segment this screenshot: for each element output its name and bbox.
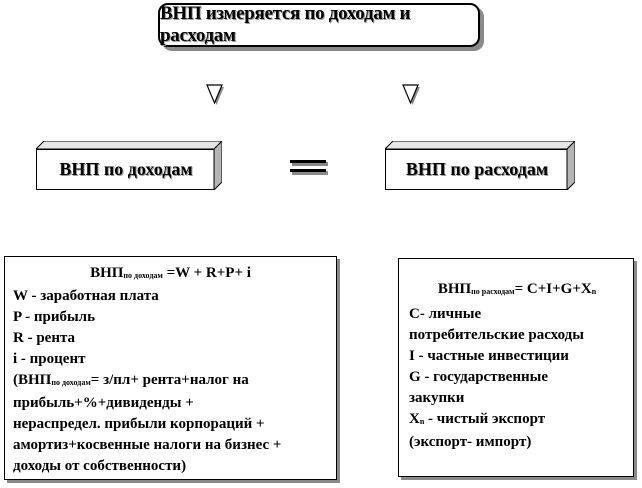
expense-formula-box [398, 258, 634, 477]
income-tail-line-2: нераспредел. прибыли корпораций + [13, 416, 265, 432]
income-tail-line-4: доходы от собственности) [13, 458, 187, 474]
expense-line-xn [409, 409, 625, 432]
expense-line-c1: C- личные [409, 306, 482, 322]
income-formula-sub: по доходам [123, 271, 163, 280]
expense-block [385, 141, 575, 190]
title-text: ВНП измеряется по доходам и расходам [160, 3, 411, 46]
income-block [36, 141, 222, 190]
income-paren-line [13, 370, 328, 393]
income-line-r: R - рента [13, 330, 76, 346]
expense-line-i: I - частные инвестиции [409, 348, 569, 364]
income-formula-rest: =W + R+P+ i [162, 265, 251, 281]
income-paren-open: (ВНП [13, 372, 52, 388]
income-tail-line-1: прибыль+%+дивиденды + [13, 395, 194, 411]
income-formula-main: ВНП [90, 265, 124, 281]
expense-xn-main: X [409, 411, 420, 427]
income-formula-box [4, 256, 337, 480]
expense-xn-sub: n [419, 417, 425, 426]
down-arrow-left-icon [205, 84, 225, 106]
income-formula [13, 263, 328, 286]
income-paren-rest: = з/пл+ рента+налог на [90, 372, 249, 388]
expense-xn-rest: - чистый экспорт [424, 411, 546, 427]
expense-line-g2: закупки [409, 390, 465, 406]
income-tail-line-3: амортиз+косвенные налоги на бизнес + [13, 437, 282, 453]
expense-line-c2: потребительские расходы [409, 327, 584, 343]
expense-line-last: (экспорт- импорт) [409, 434, 532, 450]
income-line-p: P - прибыль [13, 309, 96, 325]
down-arrow-right-icon [401, 84, 421, 106]
equals-sign-icon [290, 160, 330, 178]
income-paren-sub: по доходам [51, 378, 91, 387]
income-line-i: i - процент [13, 351, 86, 367]
expense-formula-sub: по расходам [471, 287, 515, 296]
expense-formula-main: ВНП [437, 281, 472, 297]
expense-block-label: ВНП по расходам [405, 159, 549, 179]
expense-formula-rest: = C+I+G+X [514, 281, 592, 297]
expense-formula-xsub: n [591, 287, 597, 296]
income-block-label: ВНП по доходам [59, 159, 193, 179]
title-box [158, 3, 480, 47]
income-line-w: W - заработная плата [13, 288, 159, 304]
expense-formula [409, 279, 625, 302]
expense-line-g1: G - государственные [409, 369, 548, 385]
